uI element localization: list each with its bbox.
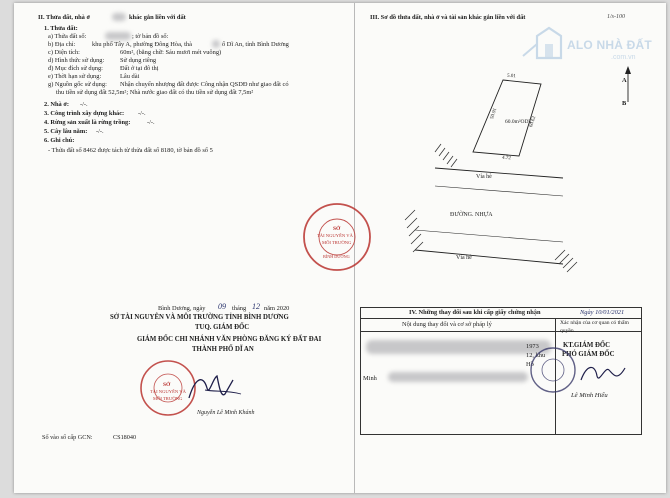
- address-tail: ố Dĩ An, tỉnh Bình Dương: [222, 41, 289, 48]
- forest-label: 4. Rừng sản xuất là rừng trồng:: [44, 119, 131, 126]
- month-label: tháng: [232, 305, 247, 312]
- scale-hint: 1/s-100: [607, 14, 625, 20]
- house-value: -/-.: [80, 101, 88, 108]
- road-label: ĐƯỜNG. NHỰA: [450, 212, 493, 218]
- use-purpose-label: đ) Mục đích sử dụng:: [48, 65, 103, 72]
- stamp-left-line3: MÔI TRƯỜNG: [153, 396, 183, 401]
- change-fragment-ho: Hồ: [526, 361, 534, 368]
- north-label-b: B: [622, 100, 627, 107]
- forest-value: -/-.: [147, 119, 155, 126]
- change-fragment-1973: 1973: [526, 343, 539, 350]
- dim-left: 50.91: [490, 107, 499, 120]
- address-label: b) Địa chỉ:: [48, 41, 76, 48]
- year-label: năm 2020: [264, 305, 290, 312]
- section2-title: II. Thửa đất, nhà ở: [38, 14, 91, 21]
- use-form-value: Sử dụng riêng: [120, 57, 157, 64]
- dim-right: 60.62: [529, 115, 538, 128]
- redaction: [366, 340, 551, 354]
- sidewalk-hatch-top: [435, 144, 457, 167]
- use-term-label: e) Thời hạn sử dụng:: [48, 73, 102, 80]
- origin-label: g) Nguồn gốc sử dụng:: [48, 81, 107, 88]
- sign-day: 09: [218, 302, 226, 311]
- cert-no-label: Số vào sổ cấp GCN:: [42, 434, 93, 441]
- stamp-left-center: SỞ: [163, 382, 171, 388]
- cert-no-value: CS18040: [113, 434, 137, 441]
- section2-title-tail: khác gắn liền với đất: [129, 14, 186, 21]
- stamp-right-center: SỞ: [333, 226, 341, 232]
- land-plot-diagram: [395, 60, 595, 280]
- other-works-value: -/-.: [138, 110, 146, 117]
- stamp-right-ring: BÌNH DƯƠNG: [323, 254, 350, 259]
- table-col-content: Nội dung thay đổi và cơ sở pháp lý: [402, 321, 492, 328]
- house-label: 2. Nhà ở:: [44, 101, 70, 108]
- sidewalk-hatch-right: [555, 250, 577, 272]
- table-col-confirm: Xác nhận của cơ quan có thẩm quyền: [560, 320, 629, 334]
- area-label: c) Diện tích:: [48, 49, 80, 56]
- watermark-domain: .com.vn: [611, 54, 636, 61]
- redaction: [105, 32, 131, 40]
- stamp-right-line2: TÀI NGUYÊN VÀ: [317, 233, 353, 238]
- other-works-label: 3. Công trình xây dựng khác:: [44, 110, 125, 117]
- origin-value: Nhận chuyển nhượng đất được Công nhận QSDĐ như giao đất có: [120, 81, 289, 88]
- parcel-no-label: a) Thửa đất số:: [48, 33, 87, 40]
- official-stamp-bottom: [528, 345, 578, 395]
- use-purpose-value: Đất ở tại đô thị: [120, 65, 159, 72]
- stamp-left-line2: TÀI NGUYÊN VÀ: [150, 389, 186, 394]
- signature-left: [185, 368, 245, 408]
- plot-area-label: 60.0m²ODT: [505, 119, 532, 125]
- change-date: Ngày 10/01/2021: [580, 309, 625, 316]
- map-sheet-label: ; tờ bản đồ số:: [132, 33, 169, 40]
- note-text: - Thửa đất số 8462 được tách từ thửa đất số 8180, tờ bản đồ số 5: [48, 147, 213, 154]
- dim-bottom: 4.72: [501, 155, 511, 162]
- area-value: 60m², (bằng chữ: Sáu mươi mét vuông): [120, 49, 222, 56]
- use-form-label: d) Hình thức sử dụng:: [48, 57, 105, 64]
- sidewalk-label-1: Vỉa hè: [476, 174, 492, 180]
- redaction: [212, 40, 220, 48]
- use-term-value: Lâu dài: [120, 73, 140, 80]
- redaction: [112, 13, 126, 21]
- org-line-3: GIÁM ĐỐC CHI NHÁNH VĂN PHÒNG ĐĂNG KÝ ĐẤT ĐAI: [137, 336, 322, 343]
- origin-value-2: thu tiền sử dụng đất 52,5m²; Nhà nước giao đất có thu tiền sử dụng đất 7,5m²: [56, 89, 254, 96]
- change-fragment-1: Minh: [363, 375, 377, 382]
- sign-month: 12: [252, 302, 260, 311]
- perennial-label: 5. Cây lâu năm:: [44, 128, 88, 135]
- signer-name-left: Nguyễn Lê Minh Khánh: [197, 410, 255, 416]
- north-label-a: A: [622, 77, 627, 84]
- section3-title: III. Sơ đồ thửa đất, nhà ở và tài sản khác gắn liền với đất: [370, 14, 526, 21]
- sidewalk-hatch-left: [405, 210, 423, 252]
- note-label: 6. Ghi chú:: [44, 137, 75, 144]
- watermark-brand: ALO NHÀ ĐẤT: [567, 38, 652, 52]
- kt-director: KT.GIÁM ĐỐC: [563, 342, 611, 349]
- deputy-director: PHÓ GIÁM ĐỐC: [562, 351, 615, 358]
- signature-right: [575, 360, 635, 390]
- change-fragment-12: 12, khu: [526, 352, 546, 359]
- perennial-value: -/-.: [96, 128, 104, 135]
- org-line-4: THÀNH PHỐ DĨ AN: [192, 346, 254, 353]
- redaction: [388, 372, 528, 382]
- signer-name-right: Lê Minh Hiếu: [571, 392, 608, 399]
- north-arrow-icon: [618, 64, 638, 110]
- address-value: khu phố Tây A, phường Đông Hòa, thà: [92, 41, 192, 48]
- place-date-prefix: Bình Dương, ngày: [158, 305, 206, 312]
- sidewalk-label-2: Vỉa hè: [456, 255, 472, 261]
- stamp-right-line3: MÔI TRƯỜNG: [322, 240, 352, 245]
- subsection-land: 1. Thửa đất:: [44, 25, 78, 32]
- org-line-1: SỞ TÀI NGUYÊN VÀ MÔI TRƯỜNG TỈNH BÌNH DƯƠNG: [110, 314, 289, 321]
- dim-top: 5.01: [506, 73, 516, 80]
- org-line-2: TUQ. GIÁM ĐỐC: [195, 324, 250, 331]
- section4-title: IV. Những thay đổi sau khi cấp giấy chứng nhận: [409, 309, 541, 316]
